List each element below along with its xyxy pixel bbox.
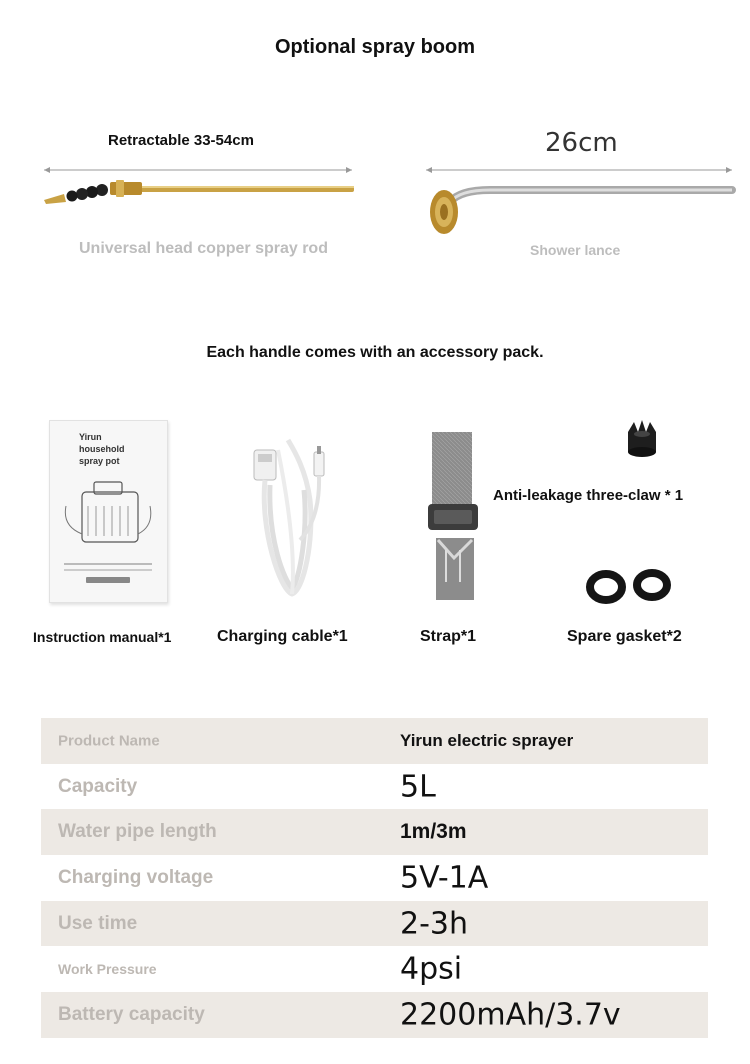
three-claw-image: [622, 418, 662, 462]
manual-brand-line1: Yirun: [79, 432, 102, 442]
spec-key: Capacity: [58, 775, 138, 797]
manual-brand-line3: spray pot: [79, 456, 120, 466]
spec-value: Yirun electric sprayer: [400, 730, 574, 750]
spec-row-water-pipe-length: [41, 809, 708, 855]
spec-row-work-pressure: [41, 946, 708, 992]
shower-lance-image: [420, 160, 740, 240]
copper-rod-dimension-label: Retractable 33-54cm: [108, 132, 254, 149]
spec-row-product-name: [41, 718, 708, 764]
strap-label: Strap*1: [420, 628, 477, 645]
spec-key: Product Name: [58, 732, 160, 750]
spec-row-charging-voltage: [41, 855, 708, 901]
copper-rod-caption: Universal head copper spray rod: [79, 240, 328, 257]
spec-value: 4psi: [400, 951, 463, 987]
spec-value: 2-3h: [400, 906, 469, 942]
spec-key: Water pipe length: [58, 821, 217, 843]
shower-lance-caption: Shower lance: [530, 242, 621, 258]
spec-key: Work Pressure: [58, 961, 157, 978]
spare-gaskets-image: [586, 570, 676, 604]
strap-image: [424, 430, 484, 602]
spec-row-battery-capacity: [41, 992, 708, 1038]
spec-key: Use time: [58, 912, 138, 934]
accessories-heading: Each handle comes with an accessory pack.: [206, 344, 544, 361]
spec-row-use-time: [41, 901, 708, 947]
spare-gasket-label: Spare gasket*2: [567, 628, 682, 645]
spec-value: 2200mAh/3.7v: [400, 997, 621, 1033]
copper-spray-rod-image: [40, 160, 360, 210]
instruction-manual-label: Instruction manual*1: [33, 629, 172, 645]
spec-value: 5L: [400, 769, 436, 805]
charging-cable-image: [250, 430, 330, 600]
instruction-manual-image: [49, 420, 168, 603]
spec-table: [41, 718, 708, 1038]
spec-key: Charging voltage: [58, 866, 214, 888]
three-claw-label: Anti-leakage three-claw * 1: [493, 487, 684, 504]
spec-value: 5V-1A: [400, 860, 489, 896]
spec-value: 1m/3m: [400, 820, 467, 844]
shower-lance-dimension-label: 26cm: [545, 128, 618, 158]
charging-cable-label: Charging cable*1: [217, 628, 348, 645]
manual-sprayer-illustration: [60, 476, 156, 556]
manual-brand-line2: household: [79, 444, 125, 454]
spec-key: Battery capacity: [58, 1003, 205, 1025]
spec-row-capacity: [41, 764, 708, 810]
page-title: Optional spray boom: [274, 36, 476, 58]
